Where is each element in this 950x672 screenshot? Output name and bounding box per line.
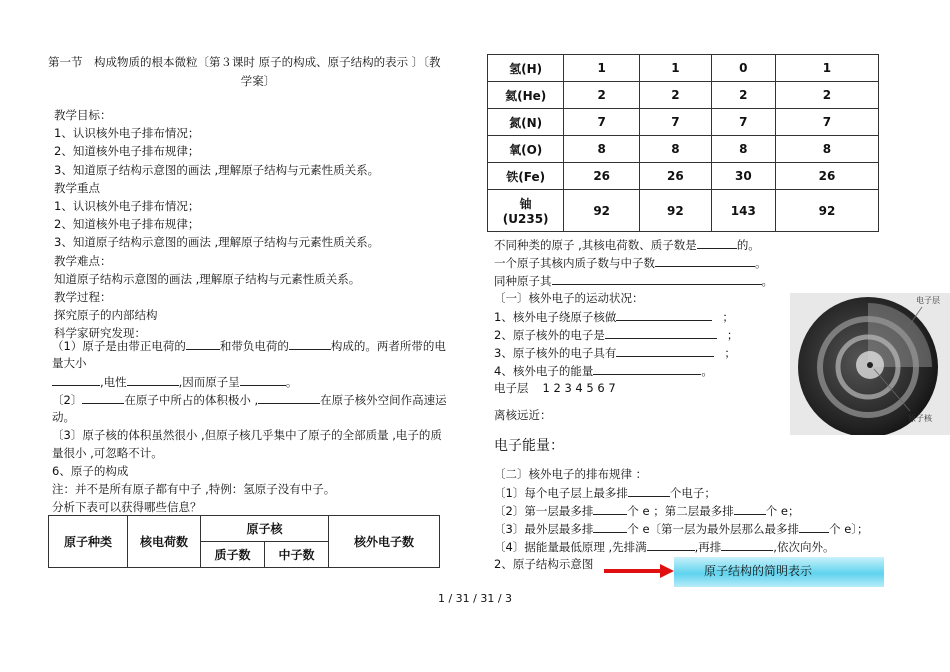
section-arrangement-rules: 〔二〕核外电子的排布规律 ：: [494, 467, 648, 481]
table-row: [488, 55, 879, 82]
energy-label: 电子能量：: [494, 438, 564, 454]
value-cell: 92: [775, 190, 878, 232]
value-cell: 8: [775, 136, 878, 163]
col-electrons: 核外电子数: [329, 516, 440, 568]
section-electron-motion: 〔一〕核外电子的运动状况：: [494, 291, 644, 305]
left-line: 3、知道原子结构示意图的画法 ,理解原子结构与元素性质关系。: [54, 235, 380, 250]
discovery-p1-line3: ,电性 ,因而原子呈 。: [52, 373, 297, 390]
left-line: 2、知道核外电子排布规律；: [54, 144, 200, 159]
value-cell: 26: [775, 163, 878, 190]
discovery-p3-line1: 〔3〕原子核的体积虽然很小 ,但原子核几乎集中了原子的全部质量 ,电子的质: [52, 428, 442, 442]
left-line: 教学难点：: [54, 253, 112, 268]
left-line: 2、知道核外电子排布规律；: [54, 217, 200, 232]
document-title: [48, 53, 468, 91]
value-cell: 2: [775, 82, 878, 109]
value-cell: 26: [564, 163, 640, 190]
value-cell: 26: [640, 163, 712, 190]
value-cell: 7: [711, 109, 775, 136]
motion-item-1: 1、核外电子绕原子核做 ；: [494, 310, 734, 324]
section-structure-diagram: 2、原子结构示意图: [494, 557, 594, 571]
element-name-cell: 氧(O): [488, 136, 564, 163]
discovery-p2-line2: 动。: [52, 410, 75, 424]
col-neutrons: 中子数: [265, 542, 329, 568]
table-row: [488, 82, 879, 109]
element-name-cell: 氢(H): [488, 55, 564, 82]
left-line: 知道原子结构示意图的画法 ,理解原子结构与元素性质关系。: [54, 271, 361, 286]
structure-summary-label: 原子结构的简明表示: [704, 564, 813, 578]
value-cell: 92: [564, 190, 640, 232]
element-name-cell: 氦(He): [488, 82, 564, 109]
value-cell: 7: [640, 109, 712, 136]
value-cell: 2: [640, 82, 712, 109]
left-line: 教学过程：: [54, 290, 112, 304]
value-cell: 30: [711, 163, 775, 190]
page-footer: 1 / 31 / 31 / 3: [437, 592, 513, 605]
electron-layers-row: 电子层 1 2 3 4 5 6 7: [494, 381, 616, 395]
value-cell: 1: [640, 55, 712, 82]
left-line: 探究原子的内部结构: [54, 308, 158, 323]
left-line: 3、知道原子结构示意图的画法 ,理解原子结构与元素性质关系。: [54, 162, 380, 177]
discovery-p3-line2: 量很小 ,可忽略不计。: [52, 446, 163, 460]
value-cell: 2: [564, 82, 640, 109]
discovery-p2-line1: 〔2〕 在原子中所占的体积极小 , 在原子核外空间作高速运: [52, 393, 447, 407]
table-row: [488, 163, 879, 190]
motion-item-2: 2、原子核外的电子是 ；: [494, 328, 739, 342]
element-name-cell: 氮(N): [488, 109, 564, 136]
left-line: 教学重点: [54, 180, 100, 195]
distance-label: 离核远近：: [494, 408, 552, 422]
value-cell: 1: [564, 55, 640, 82]
element-name-cell: 铀 (U235): [488, 190, 564, 232]
left-line: 教学目标：: [54, 108, 112, 122]
left-line: 1、认识核外电子排布情况；: [54, 199, 200, 213]
table-row: [488, 190, 879, 232]
proton-neutron-line: 一个原子其核内质子数与中子数 。: [494, 256, 767, 270]
left-line: 1、认识核外电子排布情况；: [54, 126, 200, 141]
atom-cutaway-image: [790, 293, 950, 435]
rule-2: 〔2〕第一层最多排 个 e ；第二层最多排 个 e；: [494, 504, 800, 518]
atom-table-header: [48, 515, 440, 568]
rule-1: 〔1〕每个电子层上最多排 个电子；: [494, 486, 716, 500]
value-cell: 0: [711, 55, 775, 82]
hydrogen-note: 注：并不是所有原子都有中子 ,特例：氢原子没有中子。: [52, 482, 336, 496]
col-nucleus: 原子核: [201, 516, 329, 542]
value-cell: 8: [564, 136, 640, 163]
same-atom-line: 同种原子其 。: [494, 274, 773, 288]
element-name-cell: 铁(Fe): [488, 163, 564, 190]
rule-3: 〔3〕最外层最多排 个 e〔第一层为最外层那么最多排 个 e〕；: [494, 522, 869, 536]
value-cell: 8: [711, 136, 775, 163]
value-cell: 7: [775, 109, 878, 136]
col-protons: 质子数: [201, 542, 265, 568]
left-table-bottom-rule: [48, 567, 440, 568]
title-line-2: 学案〕: [240, 74, 276, 88]
value-cell: 1: [775, 55, 878, 82]
label-nucleus: 原子核: [908, 414, 932, 423]
same-type-line: 不同种类的原子 ,其核电荷数、质子数是 的。: [494, 238, 760, 252]
value-cell: 7: [564, 109, 640, 136]
atom-data-table: [487, 54, 879, 232]
section-atom-composition: 6、原子的构成: [52, 464, 129, 478]
value-cell: 143: [711, 190, 775, 232]
red-arrow-icon: [604, 562, 676, 580]
motion-item-3: 3、原子核外的电子具有 ；: [494, 346, 736, 360]
analyze-prompt: 分析下表可以获得哪些信息？: [52, 500, 202, 514]
col-nuclear-charge: 核电荷数: [128, 516, 201, 568]
table-row: [488, 109, 879, 136]
left-line: 科学家研究发现：: [54, 326, 146, 341]
atom-structure-diagram: [790, 293, 950, 435]
discovery-p1-line1: （1）原子是由带正电荷的 和带负电荷的 构成的。两者所带的电: [52, 339, 446, 353]
motion-item-4: 4、核外电子的能量 。: [494, 364, 713, 378]
rule-4: 〔4〕据能量最低原理 ,先排满 ,再排 ,依次向外。: [494, 540, 835, 554]
structure-summary-box: [674, 557, 884, 587]
value-cell: 2: [711, 82, 775, 109]
value-cell: 92: [640, 190, 712, 232]
discovery-p1-line2: 量大小: [52, 356, 87, 370]
label-electron-layer: 电子层: [916, 296, 940, 305]
col-atom-type: 原子种类: [49, 516, 128, 568]
title-line-1: 第一节 构成物质的根本微粒〔第３课时 原子的构成、原子结构的表示 〕〔教: [48, 55, 441, 69]
value-cell: 8: [640, 136, 712, 163]
table-row: [488, 136, 879, 163]
